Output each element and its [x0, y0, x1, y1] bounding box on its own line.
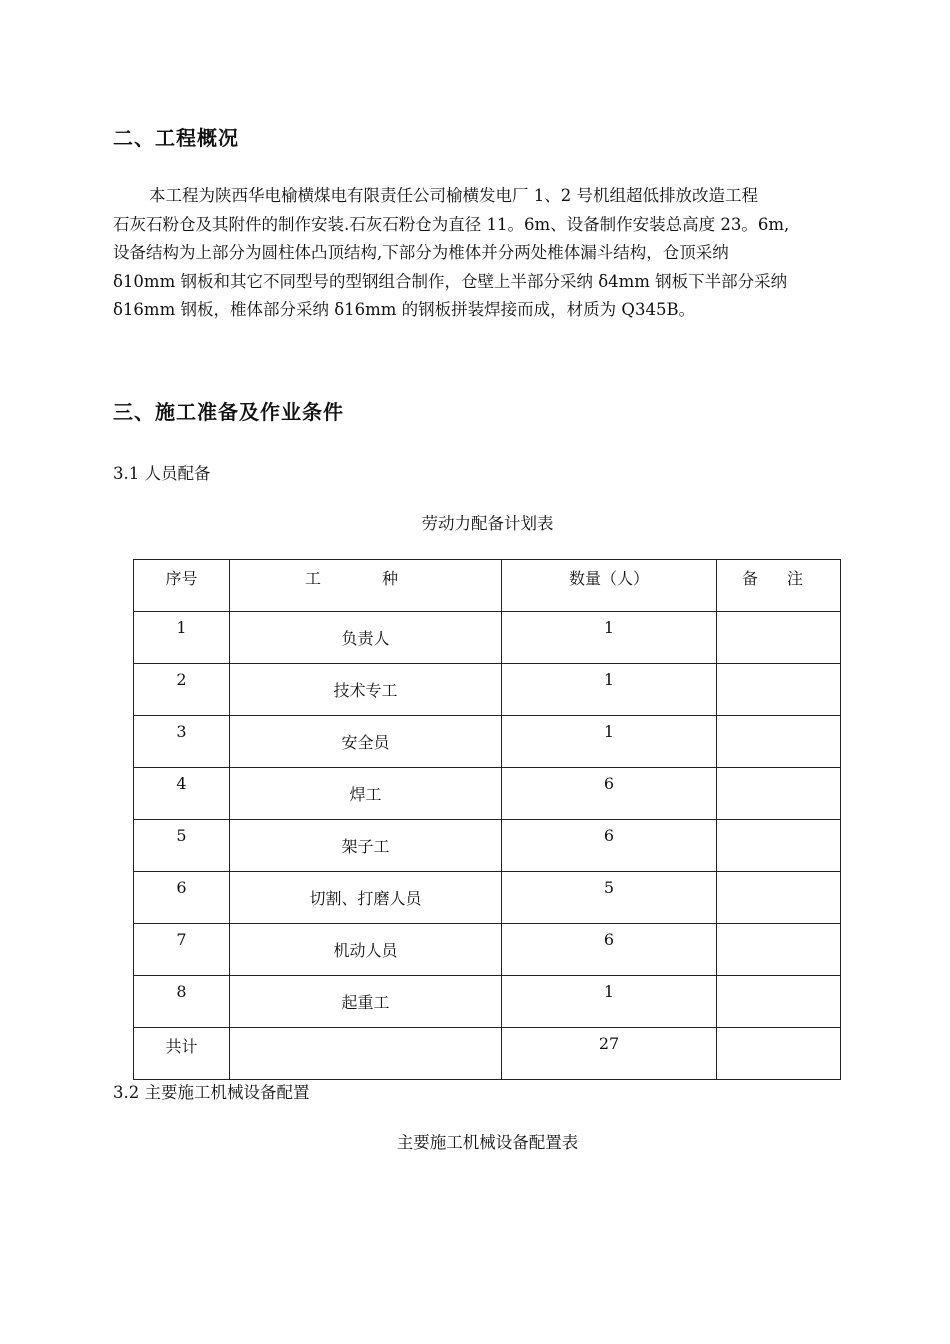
cell-type: 架子工 [230, 820, 502, 872]
header-cell-note [717, 560, 841, 612]
cell-note [717, 664, 841, 716]
cell-count: 6 [502, 924, 717, 976]
table-row [134, 976, 841, 1028]
cell-count: 1 [502, 664, 717, 716]
paragraph-line: 石灰石粉仓及其附件的制作安装.石灰石粉仓为直径 11。6m、设备制作安装总高度 23。6m, [113, 214, 790, 234]
header-cell-number: 序号 [134, 560, 230, 612]
table-row [134, 768, 841, 820]
cell-type: 安全员 [230, 716, 502, 768]
header-type-label: 工 种 [304, 569, 427, 588]
cell-note [717, 820, 841, 872]
cell-number: 6 [134, 872, 230, 924]
cell-note [717, 716, 841, 768]
header-note-label: 备 注 [741, 569, 816, 588]
paragraph-line: δ10mm 钢板和其它不同型号的型钢组合制作，仓壁上半部分采纳 δ4mm 钢板下半部分采纳 [113, 271, 788, 291]
cell-note [717, 924, 841, 976]
section-heading-preparation: 三、施工准备及作业条件 [113, 400, 344, 424]
table-row [134, 872, 841, 924]
cell-count: 6 [502, 768, 717, 820]
cell-count: 1 [502, 716, 717, 768]
subsection-title-equipment: 3.2 主要施工机械设备配置 [113, 1083, 310, 1102]
table-total-row [134, 1028, 841, 1080]
cell-type: 切割、打磨人员 [230, 872, 502, 924]
labor-plan-table [133, 559, 841, 1080]
cell-count: 5 [502, 872, 717, 924]
paragraph-line: δ16mm 钢板，椎体部分采纳 δ16mm 的钢板拼装焊接而成，材质为 Q345B。 [113, 300, 696, 319]
cell-count: 1 [502, 612, 717, 664]
cell-number: 2 [134, 664, 230, 716]
table-row [134, 820, 841, 872]
cell-count: 1 [502, 976, 717, 1028]
cell-type: 起重工 [230, 976, 502, 1028]
cell-number: 1 [134, 612, 230, 664]
cell-number: 7 [134, 924, 230, 976]
table-header-row [134, 560, 841, 612]
table-caption-labor: 劳动力配备计划表 [421, 514, 554, 533]
cell-type: 技术专工 [230, 664, 502, 716]
table-caption-equipment: 主要施工机械设备配置表 [396, 1133, 579, 1152]
cell-number: 5 [134, 820, 230, 872]
section-heading-overview: 二、工程概况 [113, 126, 239, 150]
cell-note [717, 872, 841, 924]
cell-count: 6 [502, 820, 717, 872]
table-row [134, 612, 841, 664]
table-row [134, 664, 841, 716]
cell-type: 焊工 [230, 768, 502, 820]
table-row [134, 716, 841, 768]
paragraph-line: 设备结构为上部分为圆柱体凸顶结构,下部分为椎体并分两处椎体漏斗结构，仓顶采纳 [113, 243, 729, 262]
header-cell-count: 数量（人） [502, 560, 717, 612]
cell-type: 负责人 [230, 612, 502, 664]
table-row [134, 924, 841, 976]
cell-number: 4 [134, 768, 230, 820]
cell-type [230, 1028, 502, 1080]
subsection-title-staffing: 3.1 人员配备 [113, 464, 211, 483]
cell-number: 8 [134, 976, 230, 1028]
cell-type: 机动人员 [230, 924, 502, 976]
cell-note [717, 612, 841, 664]
cell-total-label: 共计 [134, 1028, 230, 1080]
cell-note [717, 1028, 841, 1080]
cell-note [717, 768, 841, 820]
paragraph-line: 本工程为陕西华电榆横煤电有限责任公司榆横发电厂 1、2 号机组超低排放改造工程 [149, 186, 758, 205]
overview-paragraph [113, 182, 863, 325]
cell-number: 3 [134, 716, 230, 768]
cell-total-count: 27 [502, 1028, 717, 1080]
cell-note [717, 976, 841, 1028]
header-cell-type [230, 560, 502, 612]
